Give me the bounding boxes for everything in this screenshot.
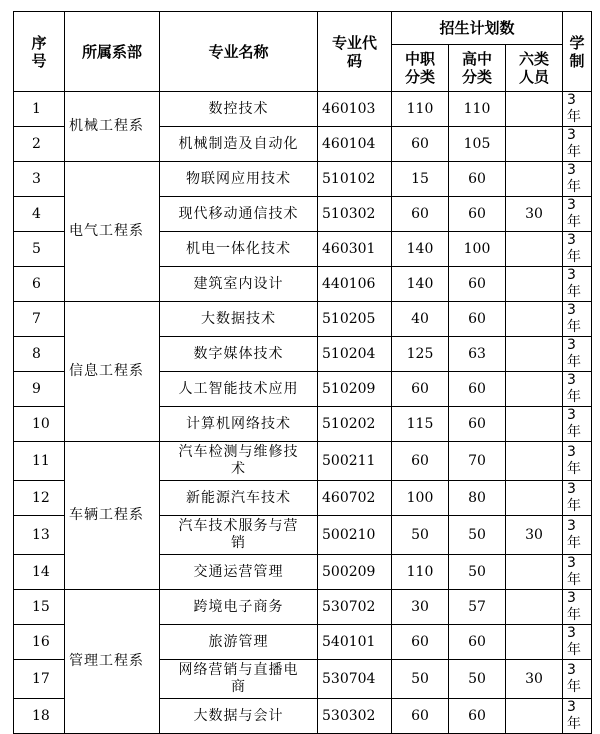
cell-duration: 3年 <box>563 127 592 162</box>
cell-duration: 3年 <box>563 267 592 302</box>
cell-highschool: 63 <box>449 337 506 372</box>
cell-six <box>506 162 563 197</box>
cell-department: 管理工程系 <box>65 590 160 734</box>
cell-seq: 18 <box>14 699 65 734</box>
cell-six <box>506 590 563 625</box>
cell-code: 500211 <box>318 442 392 481</box>
cell-vocational: 30 <box>392 590 449 625</box>
cell-code: 530302 <box>318 699 392 734</box>
header-row-top <box>14 12 592 45</box>
cell-six <box>506 442 563 481</box>
table-row <box>14 92 592 127</box>
cell-major: 机电一体化技术 <box>160 232 318 267</box>
cell-duration: 3年 <box>563 372 592 407</box>
cell-duration: 3年 <box>563 302 592 337</box>
cell-six: 30 <box>506 660 563 699</box>
header-six-categories: 六类 人员 <box>506 45 563 92</box>
cell-six <box>506 267 563 302</box>
cell-seq: 14 <box>14 555 65 590</box>
cell-code: 500209 <box>318 555 392 590</box>
cell-six <box>506 92 563 127</box>
cell-duration: 3年 <box>563 232 592 267</box>
cell-seq: 17 <box>14 660 65 699</box>
cell-vocational: 60 <box>392 197 449 232</box>
cell-code: 500210 <box>318 516 392 555</box>
cell-vocational: 60 <box>392 625 449 660</box>
cell-seq: 8 <box>14 337 65 372</box>
cell-seq: 7 <box>14 302 65 337</box>
cell-vocational: 100 <box>392 481 449 516</box>
cell-code: 460104 <box>318 127 392 162</box>
cell-department: 车辆工程系 <box>65 442 160 590</box>
cell-code: 530704 <box>318 660 392 699</box>
cell-code: 510102 <box>318 162 392 197</box>
cell-major: 汽车检测与维修技 术 <box>160 442 318 481</box>
cell-highschool: 60 <box>449 162 506 197</box>
cell-code: 540101 <box>318 625 392 660</box>
cell-six <box>506 372 563 407</box>
cell-highschool: 50 <box>449 555 506 590</box>
table-row <box>14 162 592 197</box>
cell-major: 机械制造及自动化 <box>160 127 318 162</box>
cell-major: 数字媒体技术 <box>160 337 318 372</box>
cell-seq: 12 <box>14 481 65 516</box>
cell-seq: 6 <box>14 267 65 302</box>
cell-vocational: 60 <box>392 699 449 734</box>
cell-major: 物联网应用技术 <box>160 162 318 197</box>
cell-duration: 3年 <box>563 481 592 516</box>
cell-six <box>506 481 563 516</box>
cell-major: 大数据技术 <box>160 302 318 337</box>
cell-vocational: 125 <box>392 337 449 372</box>
cell-six: 30 <box>506 516 563 555</box>
cell-vocational: 140 <box>392 267 449 302</box>
cell-major: 交通运营管理 <box>160 555 318 590</box>
cell-code: 460103 <box>318 92 392 127</box>
cell-six <box>506 407 563 442</box>
cell-six <box>506 232 563 267</box>
cell-code: 510302 <box>318 197 392 232</box>
cell-vocational: 60 <box>392 127 449 162</box>
cell-highschool: 110 <box>449 92 506 127</box>
cell-highschool: 105 <box>449 127 506 162</box>
cell-highschool: 60 <box>449 302 506 337</box>
cell-department: 信息工程系 <box>65 302 160 442</box>
cell-major: 计算机网络技术 <box>160 407 318 442</box>
cell-highschool: 60 <box>449 372 506 407</box>
cell-duration: 3年 <box>563 92 592 127</box>
header-highschool: 高中 分类 <box>449 45 506 92</box>
header-department: 所属系部 <box>65 12 160 92</box>
cell-code: 440106 <box>318 267 392 302</box>
cell-seq: 3 <box>14 162 65 197</box>
cell-duration: 3年 <box>563 407 592 442</box>
cell-seq: 5 <box>14 232 65 267</box>
cell-major: 现代移动通信技术 <box>160 197 318 232</box>
cell-code: 510202 <box>318 407 392 442</box>
cell-six: 30 <box>506 197 563 232</box>
cell-vocational: 110 <box>392 92 449 127</box>
cell-highschool: 80 <box>449 481 506 516</box>
cell-six <box>506 699 563 734</box>
cell-vocational: 110 <box>392 555 449 590</box>
cell-major: 新能源汽车技术 <box>160 481 318 516</box>
cell-highschool: 60 <box>449 407 506 442</box>
cell-highschool: 60 <box>449 699 506 734</box>
cell-duration: 3年 <box>563 197 592 232</box>
cell-highschool: 60 <box>449 267 506 302</box>
cell-vocational: 60 <box>392 442 449 481</box>
cell-seq: 10 <box>14 407 65 442</box>
cell-major: 建筑室内设计 <box>160 267 318 302</box>
cell-duration: 3年 <box>563 442 592 481</box>
cell-seq: 4 <box>14 197 65 232</box>
cell-department: 电气工程系 <box>65 162 160 302</box>
cell-seq: 16 <box>14 625 65 660</box>
cell-seq: 9 <box>14 372 65 407</box>
cell-six <box>506 625 563 660</box>
cell-vocational: 115 <box>392 407 449 442</box>
cell-six <box>506 555 563 590</box>
cell-six <box>506 337 563 372</box>
cell-seq: 13 <box>14 516 65 555</box>
cell-major: 汽车技术服务与营 销 <box>160 516 318 555</box>
table-row <box>14 442 592 481</box>
cell-seq: 1 <box>14 92 65 127</box>
cell-code: 530702 <box>318 590 392 625</box>
cell-duration: 3年 <box>563 337 592 372</box>
cell-major: 跨境电子商务 <box>160 590 318 625</box>
cell-duration: 3年 <box>563 625 592 660</box>
header-duration: 学 制 <box>563 12 592 92</box>
header-plan: 招生计划数 <box>392 12 563 45</box>
cell-major: 旅游管理 <box>160 625 318 660</box>
cell-vocational: 50 <box>392 660 449 699</box>
cell-major: 人工智能技术应用 <box>160 372 318 407</box>
cell-duration: 3年 <box>563 590 592 625</box>
table-row <box>14 302 592 337</box>
cell-code: 510204 <box>318 337 392 372</box>
cell-seq: 2 <box>14 127 65 162</box>
table-row <box>14 590 592 625</box>
cell-highschool: 57 <box>449 590 506 625</box>
cell-vocational: 40 <box>392 302 449 337</box>
cell-highschool: 60 <box>449 625 506 660</box>
cell-code: 460702 <box>318 481 392 516</box>
cell-highschool: 60 <box>449 197 506 232</box>
cell-code: 510209 <box>318 372 392 407</box>
cell-vocational: 60 <box>392 372 449 407</box>
cell-code: 510205 <box>318 302 392 337</box>
header-major: 专业名称 <box>160 12 318 92</box>
header-vocational: 中职 分类 <box>392 45 449 92</box>
cell-highschool: 50 <box>449 516 506 555</box>
cell-highschool: 100 <box>449 232 506 267</box>
cell-highschool: 50 <box>449 660 506 699</box>
cell-major: 网络营销与直播电 商 <box>160 660 318 699</box>
cell-major: 大数据与会计 <box>160 699 318 734</box>
cell-code: 460301 <box>318 232 392 267</box>
cell-six <box>506 127 563 162</box>
cell-department: 机械工程系 <box>65 92 160 162</box>
admission-plan-table <box>13 11 592 734</box>
cell-duration: 3年 <box>563 162 592 197</box>
cell-vocational: 140 <box>392 232 449 267</box>
cell-vocational: 50 <box>392 516 449 555</box>
cell-duration: 3年 <box>563 516 592 555</box>
cell-major: 数控技术 <box>160 92 318 127</box>
cell-vocational: 15 <box>392 162 449 197</box>
cell-seq: 15 <box>14 590 65 625</box>
cell-highschool: 70 <box>449 442 506 481</box>
header-code: 专业代 码 <box>318 12 392 92</box>
cell-duration: 3年 <box>563 699 592 734</box>
cell-seq: 11 <box>14 442 65 481</box>
cell-duration: 3年 <box>563 660 592 699</box>
cell-six <box>506 302 563 337</box>
header-seq: 序 号 <box>14 12 65 92</box>
cell-duration: 3年 <box>563 555 592 590</box>
